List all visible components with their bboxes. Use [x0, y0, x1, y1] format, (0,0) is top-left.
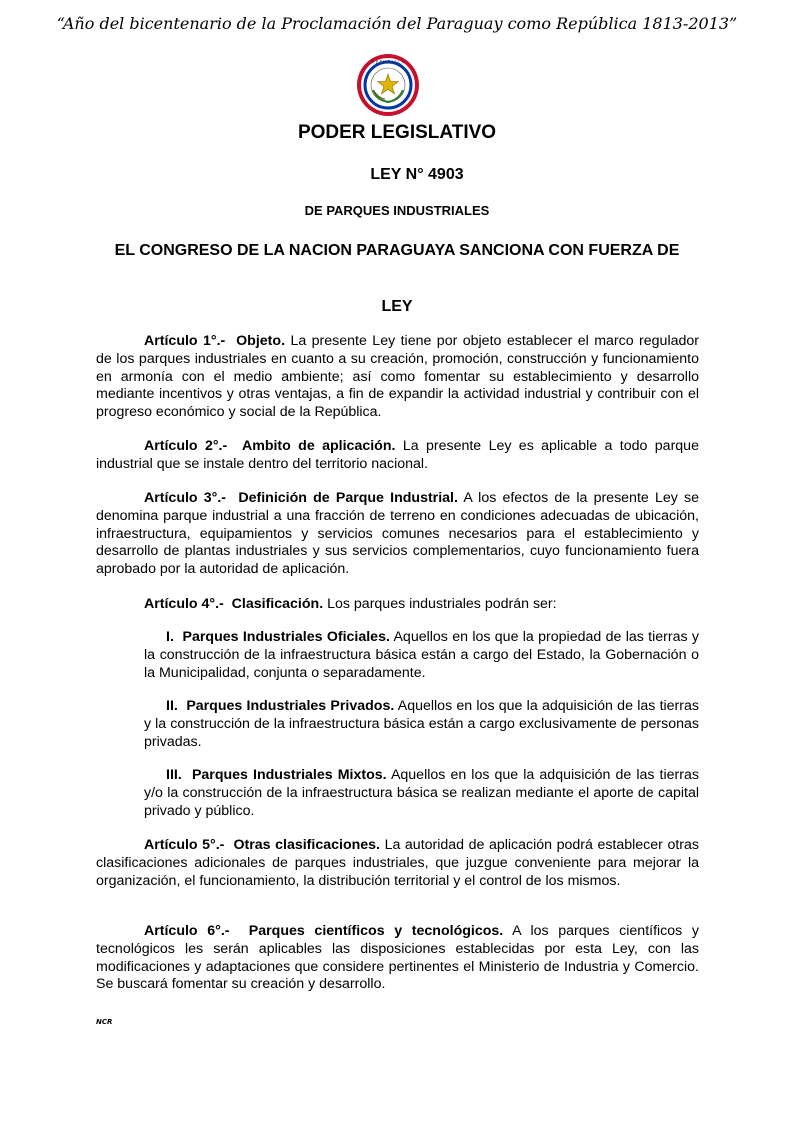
- article-1: [96, 333, 699, 422]
- article-2: [96, 438, 699, 474]
- item-heading: Parques Industriales Privados.: [186, 698, 395, 714]
- heading-ley-numero: LEY N° 4903: [370, 166, 464, 183]
- item-text: Aquellos en los que la adquisición de las tierras y la construcción de la infraestructura básica están a cargo exclusivamente de personas privadas.: [144, 698, 699, 750]
- article-text: Los parques industriales podrán ser:: [327, 596, 557, 612]
- item-heading: Parques Industriales Mixtos.: [191, 767, 387, 783]
- article-3: [96, 490, 699, 579]
- header-motto: “Año del bicentenario de la Proclamación del Paraguay como República 1813-2013”: [56, 14, 738, 33]
- article-text: La autoridad de aplicación podrá establecer otras clasificaciones adicionales de parques industriales, que juzgue conveniente para mejorar la organización, el funcionamiento, la distribución territorial y el control de los mismos.: [96, 837, 699, 889]
- article-4: [96, 596, 699, 614]
- heading-poder-legislativo: PODER LEGISLATIVO: [297, 122, 497, 143]
- item-numeral: II.: [166, 698, 178, 714]
- article-label: Artículo 3°.-: [144, 490, 227, 506]
- article-heading: Clasificación.: [231, 596, 324, 612]
- article-label: Artículo 2°.-: [144, 438, 228, 454]
- article-heading: Ambito de aplicación.: [241, 438, 396, 454]
- article-label: Artículo 4°.-: [144, 596, 224, 612]
- article-heading: Objeto.: [236, 333, 286, 349]
- item-numeral: I.: [166, 629, 174, 645]
- item-numeral: III.: [166, 767, 182, 783]
- article-text: La presente Ley es aplicable a todo parque industrial que se instale dentro del territorio nacional.: [96, 438, 699, 472]
- article-label: Artículo 6°.-: [144, 923, 230, 939]
- footer-initials: NCR: [96, 1018, 113, 1026]
- article-label: Artículo 1°.-: [144, 333, 226, 349]
- national-seal-icon: [355, 52, 421, 118]
- article-label: Artículo 5°.-: [144, 837, 225, 853]
- article-heading: Otras clasificaciones.: [233, 837, 381, 853]
- item-text: Aquellos en los que la adquisición de las tierras y/o la construcción de la infraestructura básica se realizan mediante el aporte de capital privado y público.: [144, 767, 699, 819]
- item-heading: Parques Industriales Oficiales.: [182, 629, 390, 645]
- article-5: [96, 837, 699, 890]
- heading-congreso: EL CONGRESO DE LA NACION PARAGUAYA SANCIONA CON FUERZA DE: [114, 242, 680, 259]
- item-text: Aquellos en los que la propiedad de las tierras y la construcción de la infraestructura básica están a cargo del Estado, la Gobernación o la Municipalidad, conjunta o separadamente.: [144, 629, 699, 681]
- article-text: La presente Ley tiene por objeto establecer el marco regulador de los parques industriales en cuanto a su creación, promoción, construcción y funcionamiento en armonía con el medio ambiente; así como fomentar su establecimiento y desarrollo mediante incentivos y otras ventajas, a fin de expandir la actividad industrial y contribuir con el progreso económico y social de la República.: [96, 333, 699, 421]
- clasificacion-item-mixtos: [144, 767, 699, 820]
- clasificacion-item-oficiales: [144, 629, 699, 682]
- article-6: [96, 923, 699, 994]
- article-heading: Definición de Parque Industrial.: [238, 490, 458, 506]
- clasificacion-item-privados: [144, 698, 699, 751]
- article-heading: Parques científicos y tecnológicos.: [248, 923, 504, 939]
- svg-text:R E P U B L I C A: R E P U B L I C A: [371, 59, 405, 65]
- article-text: A los parques científicos y tecnológicos les serán aplicables las disposiciones establecidas por esta Ley, con las modificaciones y adaptaciones que considere pertinentes el Ministerio de Industria y Comercio. Se buscará fomentar su creación y desarrollo.: [96, 923, 699, 993]
- heading-subtitulo: DE PARQUES INDUSTRIALES: [304, 203, 490, 218]
- article-text: A los efectos de la presente Ley se denomina parque industrial a una fracción de terreno en condiciones adecuadas de ubicación, infraestructura, equipamientos y servicios comunes necesarios para el establecimiento y desarrollo de plantas industriales y sus servicios complementarios, cuyo funcionamiento fuera aprobado por la autoridad de aplicación.: [96, 490, 699, 578]
- heading-ley: LEY: [381, 298, 413, 315]
